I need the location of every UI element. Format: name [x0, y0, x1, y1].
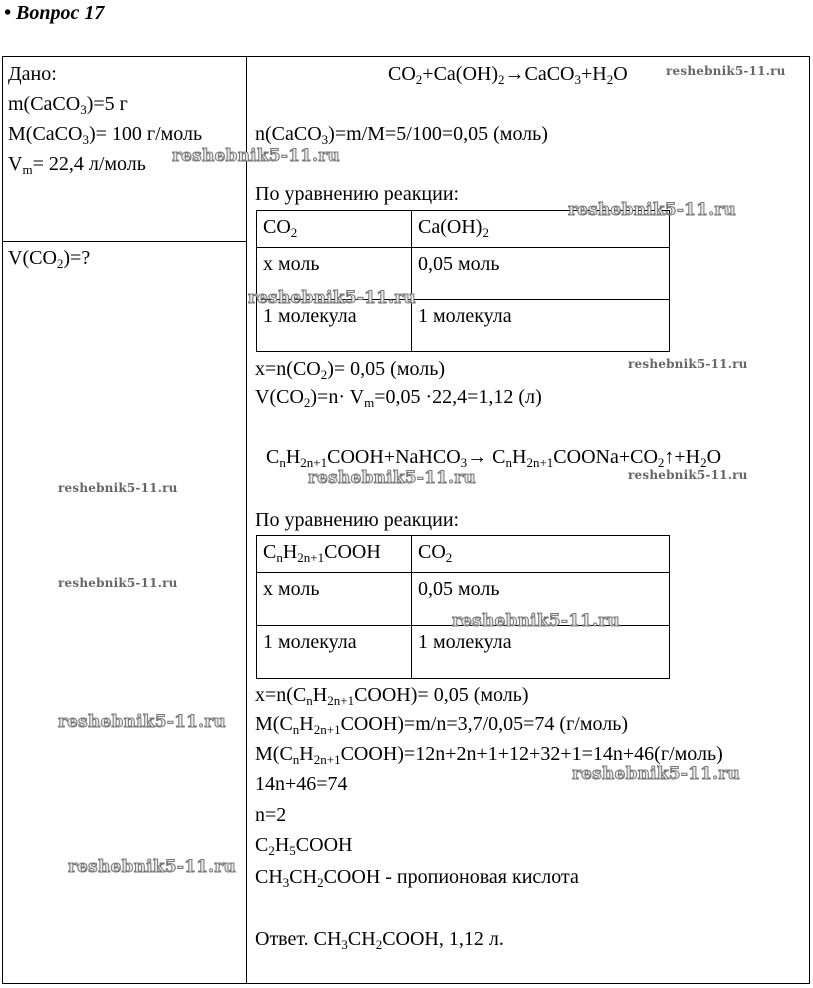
m-acid-formula: $M(C_nH_{2n+1}COOH)=12n+2n+1+12+32+1=14n+46(г/моль)$	[255, 743, 723, 767]
watermark: reshebnik5-11.ru	[628, 468, 748, 482]
given-title: Дано:	[8, 63, 57, 85]
formula-1: $C_2H_5COOH$	[255, 834, 353, 858]
answer: Ответ. $CH_3CH_2COOH$, 1,12 л.	[255, 928, 504, 952]
watermark: reshebnik5-11.ru	[628, 357, 748, 371]
given-mass: m(CaCO$_3$)=5 г	[8, 93, 128, 117]
find-value: $V(CO_2)=$?	[8, 247, 91, 271]
watermark: reshebnik5-11.ru	[68, 857, 236, 877]
watermark: reshebnik5-11.ru	[666, 64, 786, 78]
given-find-divider	[2, 241, 247, 242]
watermark: reshebnik5-11.ru	[58, 712, 226, 732]
watermark: reshebnik5-11.ru	[58, 481, 178, 495]
table1-cell: 1 молекула	[412, 300, 670, 352]
watermark: reshebnik5-11.ru	[572, 764, 740, 784]
table2-cell: 0,05 моль	[412, 573, 670, 626]
table2-cell: 1 молекула	[412, 626, 670, 679]
reaction-2: $C_nH_{2n+1}COOH+NaHCO_3\to$ $C_nH_{2n+1}COONa+CO_2↑+H_2O$	[266, 446, 722, 470]
reaction-1: $CO_2+Ca(OH)_2\to CaCO_3+H_2O$	[388, 63, 628, 87]
n-caco3: n(CaCO$_3$)=m/M=5/100=0,05 (моль)	[255, 123, 548, 147]
watermark: reshebnik5-11.ru	[308, 468, 476, 488]
table1-cell: 1 молекула	[257, 300, 412, 352]
table2-cell: x моль	[257, 573, 412, 626]
table1-cell: x моль	[257, 248, 412, 300]
watermark: reshebnik5-11.ru	[248, 288, 416, 308]
table1-header-caoh2: $Ca(OH)_2$	[412, 211, 670, 248]
n-value: n=2	[255, 804, 287, 826]
v-co2: $V(CO_2)=n\cdot V_m=0,05 \cdot 22,4=1,12$ (л)	[255, 386, 542, 410]
question-heading: • Вопрос 17	[4, 2, 105, 24]
table2-cell: 1 молекула	[257, 626, 412, 679]
watermark: reshebnik5-11.ru	[58, 576, 178, 590]
equation-line: 14n+46=74	[255, 773, 348, 795]
column-divider	[246, 56, 247, 984]
table2-header-co2: $CO_2$	[412, 536, 670, 573]
table1-header-co2: $CO_2$	[257, 211, 412, 248]
by-equation-1: По уравнению реакции:	[255, 183, 460, 205]
by-equation-2: По уравнению реакции:	[255, 509, 460, 531]
table1-cell: 0,05 моль	[412, 248, 670, 300]
given-molar-mass: M(CaCO$_3$)= 100 г/моль	[8, 123, 203, 147]
watermark: reshebnik5-11.ru	[568, 200, 736, 220]
formula-2: $CH_3CH_2COOH$ - пропионовая кислота	[255, 866, 579, 890]
table2-header-acid: $C_nH_{2n+1}COOH$	[257, 536, 412, 573]
given-molar-volume: $V_m= 22,4$ л/моль	[8, 153, 146, 177]
watermark: reshebnik5-11.ru	[172, 146, 340, 166]
watermark: reshebnik5-11.ru	[452, 611, 620, 631]
ratio-table-2	[256, 535, 670, 679]
x-co2: $x=n(CO_2)= 0,05$ (моль)	[255, 358, 445, 382]
m-acid: $M(C_nH_{2n+1}COOH)=m/n=3,7/0,05=74$ (г/моль)	[255, 713, 629, 737]
x-acid: $x=n(C_nH_{2n+1}COOH)= 0,05$ (моль)	[255, 684, 529, 708]
ratio-table-1	[256, 210, 670, 352]
